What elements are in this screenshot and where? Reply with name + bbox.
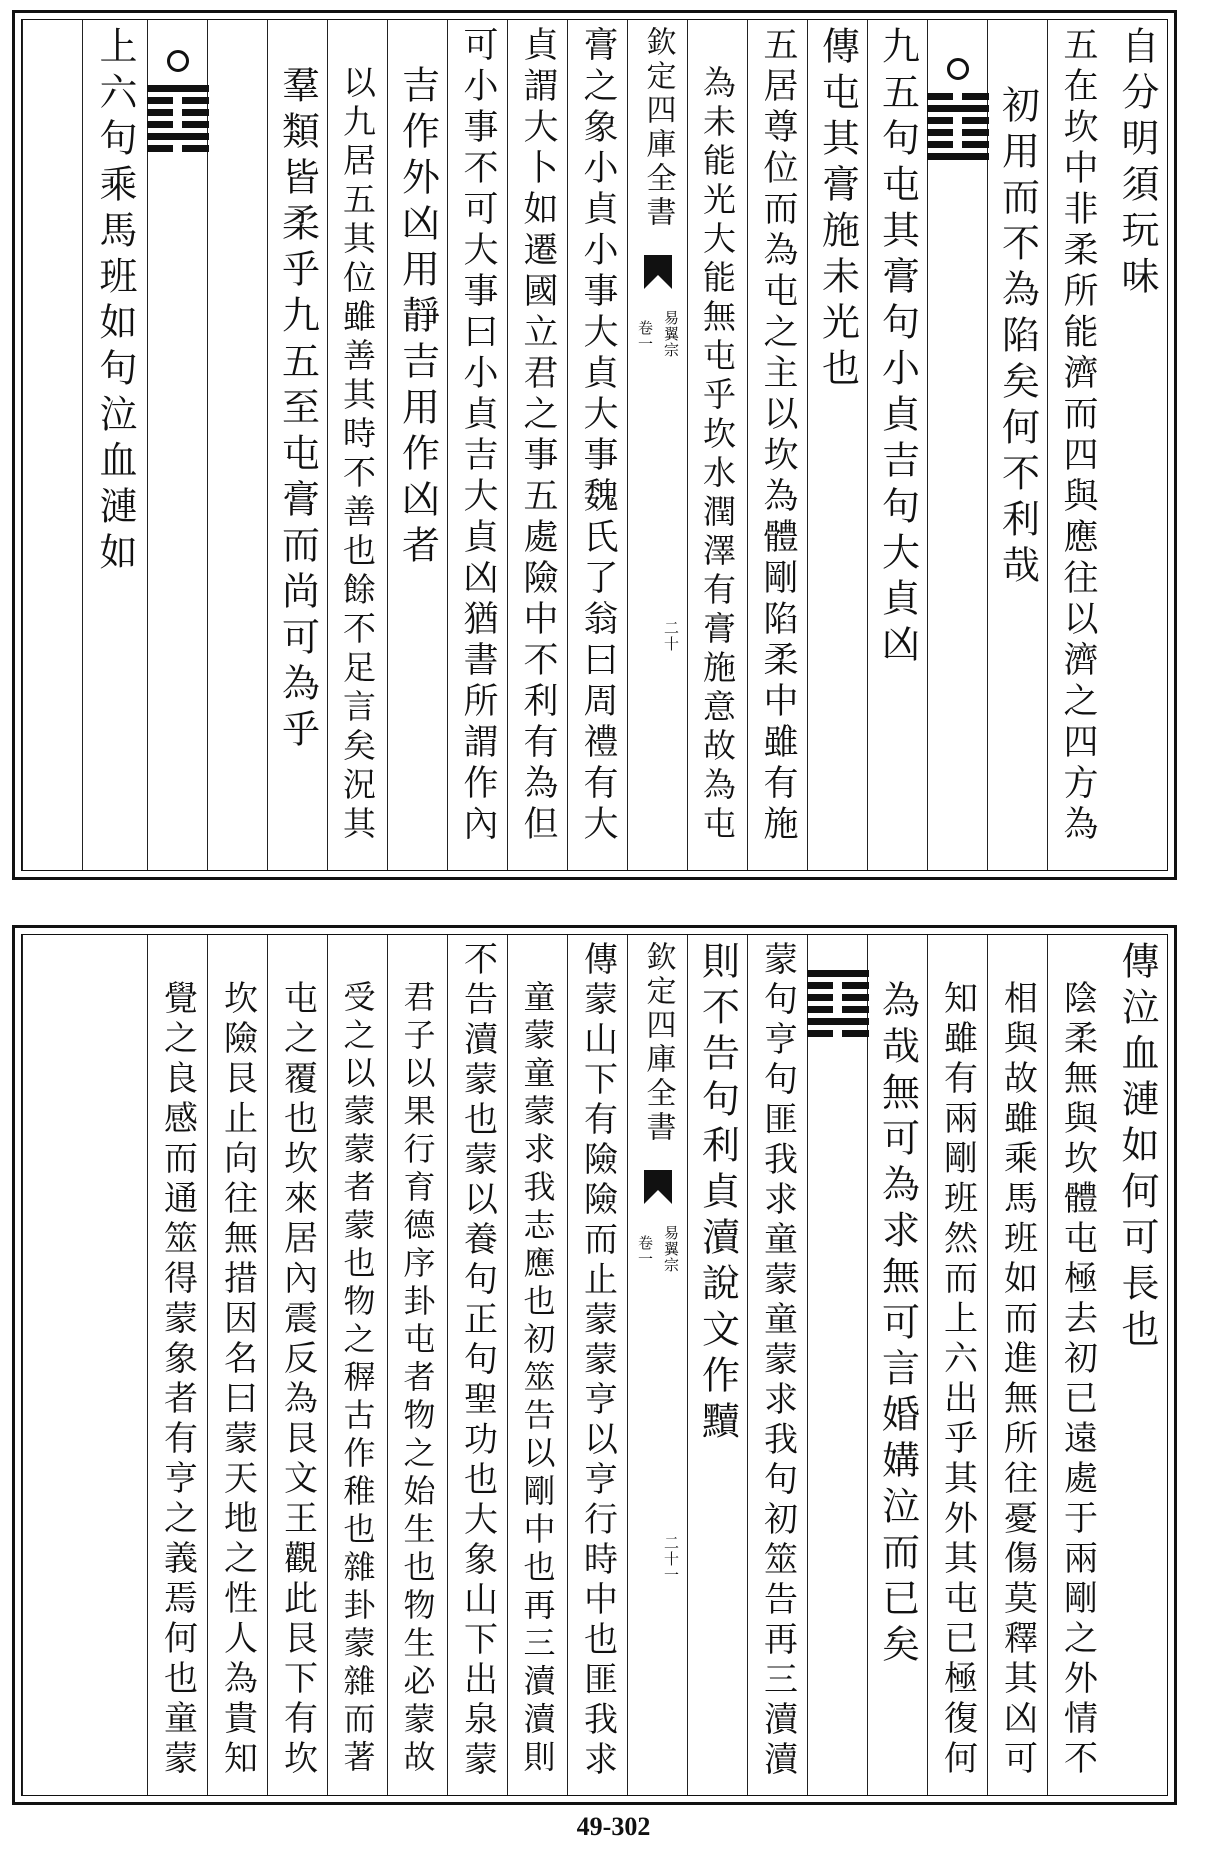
bottom-col-11 [387, 935, 447, 1795]
center-book-name: 易翼宗 [662, 310, 680, 358]
center-page-number: 二十 [662, 620, 680, 652]
center-page-number: 二十一 [662, 1535, 680, 1583]
column-text: 受之以蒙蒙者蒙也物之稺古作稚也雜卦蒙雜而著 [338, 980, 377, 1778]
top-col-3 [987, 20, 1047, 870]
column-text: 君子以果行育德序卦屯者物之始生也物生必蒙故 [398, 980, 437, 1778]
column-text: 相與故雖乘馬班如而進無所往憂傷莫釋其凶可 [997, 980, 1038, 1780]
fish-tail-mark-icon [644, 255, 672, 289]
column-text: 可小事不可大事曰小貞吉大貞凶猶書所謂作內 [458, 26, 498, 846]
column-text: 覺之良感而通筮得蒙象者有亨之義焉何也童蒙 [157, 980, 198, 1780]
bottom-col-14 [207, 935, 267, 1795]
top-col-11 [387, 20, 447, 870]
hexagram-meng-icon [147, 80, 209, 157]
bottom-center-column [627, 935, 687, 1795]
bottom-col-2 [1047, 935, 1107, 1795]
column-text: 坎險艮止向往無措因名曰蒙天地之性人為貴知 [217, 980, 258, 1780]
column-text: 童蒙童蒙求我志應也初筮告以剛中也再三瀆瀆則 [518, 980, 557, 1778]
top-col-1 [1107, 20, 1167, 870]
center-volume: 卷一 [636, 1235, 654, 1267]
top-col-spacer [207, 20, 267, 870]
column-text: 蒙句亨句匪我求童蒙童蒙求我句初筮告再三瀆瀆 [757, 941, 798, 1781]
column-text: 吉作外凶用靜吉用作凶者 [395, 65, 440, 571]
column-text: 傳屯其膏施未光也 [815, 26, 860, 394]
column-text: 羣類皆柔乎九五至屯膏而尚可為乎 [275, 65, 320, 755]
circle-mark-icon [947, 58, 969, 80]
bottom-col-hexagram [807, 935, 867, 1795]
bottom-col-1 [1107, 935, 1167, 1795]
bottom-col-9 [507, 935, 567, 1795]
bottom-col-10 [447, 935, 507, 1795]
top-col-blank [22, 20, 82, 870]
bottom-col-15 [147, 935, 207, 1795]
center-title: 欽定四庫全書 [640, 941, 676, 1145]
column-text: 為哉無可為求無可言婚媾泣而已矣 [875, 980, 920, 1670]
hexagram-meng-icon [807, 965, 869, 1042]
column-text: 傳泣血漣如何可長也 [1115, 941, 1159, 1355]
top-col-8 [567, 20, 627, 870]
bottom-col-blank [22, 935, 147, 1795]
bottom-col-5 [867, 935, 927, 1795]
column-text: 則不告句利貞瀆說文作黷 [695, 941, 740, 1447]
bottom-col-4 [927, 935, 987, 1795]
center-title: 欽定四庫全書 [640, 26, 676, 230]
column-text: 不告瀆蒙也蒙以養句正句聖功也大象山下出泉蒙 [457, 941, 498, 1781]
top-center-column [627, 20, 687, 870]
top-col-10 [447, 20, 507, 870]
top-col-hexagram [927, 20, 987, 870]
top-col-7 [687, 20, 747, 870]
bottom-page [12, 925, 1177, 1805]
bottom-col-12 [327, 935, 387, 1795]
top-page-frame [21, 19, 1168, 871]
column-text: 貞謂大卜如遷國立君之事五處險中不利有為但 [518, 26, 558, 846]
hexagram-tun-icon [927, 88, 989, 165]
top-col-13 [267, 20, 327, 870]
column-text: 九五句屯其膏句小貞吉句大貞凶 [875, 26, 920, 670]
column-text: 為未能光大能無屯乎坎水潤澤有膏施意故為屯 [698, 65, 737, 845]
top-col-hexagram-2 [147, 20, 207, 870]
column-text: 傳蒙山下有險險而止蒙蒙亨以亨行時中也匪我求 [577, 941, 618, 1781]
center-volume: 卷一 [636, 320, 654, 352]
page-footer-number: 49-302 [576, 1812, 651, 1841]
column-text: 自分明須玩味 [1115, 26, 1159, 302]
column-text: 屯之覆也坎來居內震反為艮文王觀此艮下有坎 [277, 980, 318, 1780]
column-text: 以九居五其位雖善其時不善也餘不足言矣況其 [338, 65, 377, 845]
top-page [12, 10, 1177, 880]
circle-mark-icon [167, 50, 189, 72]
fish-tail-mark-icon [644, 1170, 672, 1204]
column-text: 知雖有兩剛班然而上六出乎其外其屯已極復何 [937, 980, 978, 1780]
bottom-col-3 [987, 935, 1047, 1795]
bottom-col-6 [747, 935, 807, 1795]
bottom-col-13 [267, 935, 327, 1795]
column-text: 膏之象小貞小事大貞大事魏氏了翁曰周禮有大 [578, 26, 618, 846]
top-col-12 [327, 20, 387, 870]
top-col-4 [867, 20, 927, 870]
column-text: 五在坎中非柔所能濟而四與應往以濟之四方為 [1058, 26, 1098, 846]
center-book-name: 易翼宗 [662, 1225, 680, 1273]
bottom-col-8 [567, 935, 627, 1795]
column-text: 上六句乘馬班如句泣血漣如 [93, 26, 137, 578]
top-col-2 [1047, 20, 1107, 870]
column-text: 初用而不為陷矣何不利哉 [995, 85, 1040, 591]
top-col-6 [747, 20, 807, 870]
top-col-9 [507, 20, 567, 870]
column-text: 五居尊位而為屯之主以坎為體剛陷柔中雖有施 [758, 26, 798, 846]
top-col-14 [82, 20, 147, 870]
top-col-5 [807, 20, 867, 870]
bottom-page-frame [21, 934, 1168, 1796]
column-text: 陰柔無與坎體屯極去初已遠處于兩剛之外情不 [1057, 980, 1098, 1780]
bottom-col-7 [687, 935, 747, 1795]
